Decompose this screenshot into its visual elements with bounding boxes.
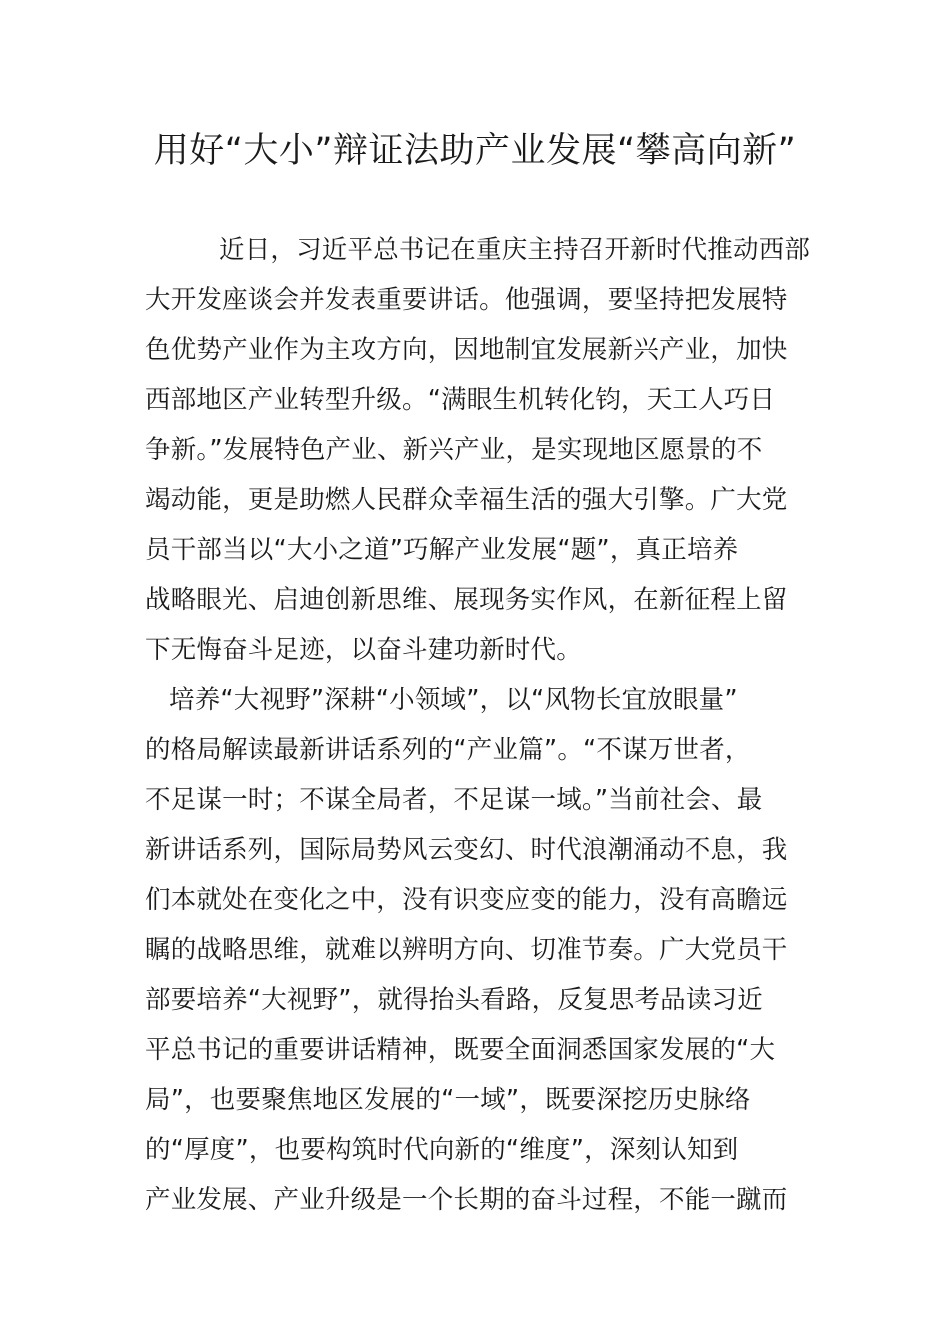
document-title: 用好“大小”辩证法助产业发展“攀高向新” — [153, 131, 797, 171]
paragraph-2-line: 平总书记的重要讲话精神，既要全面洞悉国家发展的“大 — [145, 1035, 776, 1065]
paragraph-2-line: 局”，也要聚焦地区发展的“一域”，既要深挖历史脉络 — [145, 1085, 751, 1115]
paragraph-1-line: 下无悔奋斗足迹，以奋斗建功新时代。 — [145, 635, 582, 665]
paragraph-1-line: 员干部当以“大小之道”巧解产业发展“题”，真正培养 — [145, 535, 739, 565]
paragraph-1-line: 近日，习近平总书记在重庆主持召开新时代推动西部 — [219, 235, 811, 265]
paragraph-2-line: 瞩的战略思维，就难以辨明方向、切准节奏。广大党员干 — [145, 935, 788, 965]
paragraph-1-line: 西部地区产业转型升级。“满眼生机转化钧，天工人巧日 — [145, 385, 776, 415]
paragraph-2-line: 部要培养“大视野”，就得抬头看路，反复思考品读习近 — [145, 985, 763, 1015]
paragraph-1-line: 战略眼光、启迪创新思维、展现务实作风，在新征程上留 — [145, 585, 788, 615]
paragraph-2-line: 的“厚度”，也要构筑时代向新的“维度”，深刻认知到 — [145, 1135, 739, 1165]
paragraph-2-line: 新讲话系列，国际局势风云变幻、时代浪潮涌动不息，我 — [145, 835, 788, 865]
paragraph-2-line: 产业发展、产业升级是一个长期的奋斗过程，不能一蹴而 — [145, 1185, 788, 1215]
paragraph-1-line: 竭动能，更是助燃人民群众幸福生活的强大引擎。广大党 — [145, 485, 788, 515]
paragraph-2-line: 不足谋一时；不谋全局者，不足谋一域。”当前社会、最 — [145, 785, 763, 815]
paragraph-2-line: 的格局解读最新讲话系列的“产业篇”。“不谋万世者， — [145, 735, 751, 765]
paragraph-1-line: 色优势产业作为主攻方向，因地制宜发展新兴产业，加快 — [145, 335, 788, 365]
paragraph-2-line: 培养“大视野”深耕“小领域”，以“风物长宜放眼量” — [169, 685, 738, 715]
paragraph-1-line: 争新。”发展特色产业、新兴产业，是实现地区愿景的不 — [145, 435, 763, 465]
paragraph-2-line: 们本就处在变化之中，没有识变应变的能力，没有高瞻远 — [145, 885, 788, 915]
document-body — [145, 225, 810, 1225]
paragraph-1-line: 大开发座谈会并发表重要讲话。他强调，要坚持把发展特 — [145, 285, 788, 315]
